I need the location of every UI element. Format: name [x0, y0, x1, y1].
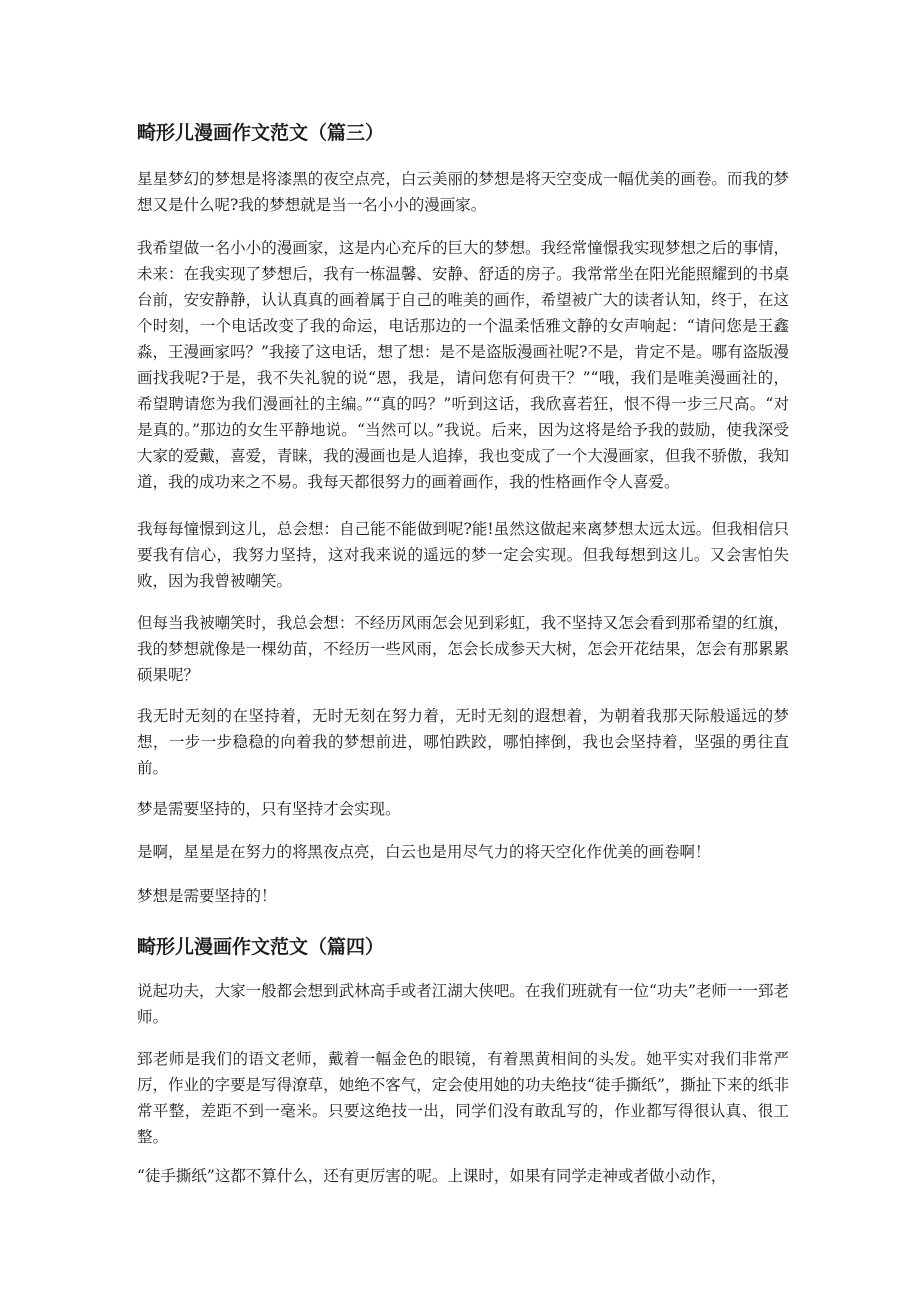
paragraph: 郅老师是我们的语文老师，戴着一幅金色的眼镜，有着黑黄相间的头发。她平实对我们非常严厉，作业的字要是写得潦草，她绝不客气，定会使用她的功夫绝技“徒手撕纸”，撕扯下来的纸非常平整，差距不到一毫米。只要这绝技一出，同学们没有敢乱写的，作业都写得很认真、很工整。	[137, 1050, 789, 1146]
paragraph: “徒手撕纸”这都不算什么，还有更厉害的呢。上课时，如果有同学走神或者做小动作，	[137, 1167, 727, 1185]
paragraph: 梦想是需要坚持的！	[137, 887, 277, 905]
paragraph: 是啊，星星是在努力的将黑夜点亮，白云也是用尽气力的将天空化作优美的画卷啊！	[137, 843, 711, 861]
paragraph: 我每每憧憬到这儿，总会想：自己能不能做到呢?能!虽然这做起来离梦想太远太远。但我相信只要我有信心，我努力坚持，这对我来说的遥远的梦一定会实现。但我每想到这儿。又会害怕失败，因为我曾被嘲笑。	[137, 520, 789, 590]
paragraph: 我无时无刻的在坚持着，无时无刻在努力着，无时无刻的遐想着，为朝着我那天际般遥远的梦想，一步一步稳稳的向着我的梦想前进，哪怕跌跤，哪怕摔倒，我也会坚持着，坚强的勇往直前。	[137, 707, 789, 777]
section-title: 畸形儿漫画作文范文（篇三）	[137, 122, 385, 144]
paragraph: 我希望做一名小小的漫画家，这是内心充斥的巨大的梦想。我经常憧憬我实现梦想之后的事情，未来：在我实现了梦想后，我有一栋温馨、安静、舒适的房子。我常常坐在阳光能照耀到的书桌台前，安安静静，认认真真的画着属于自己的唯美的画作，希望被广大的读者认知，终于，在这个时刻，一个电话改变了我的命运，电话那边的一个温柔恬雅文静的女声响起：“请问您是王鑫淼，王漫画家吗？”我接了这电话，想了想：是不是盗版漫画社呢?不是，肯定不是。哪有盗版漫画找我呢?于是，我不失礼貌的说“恩，我是，请问您有何贵干？”“哦，我们是唯美漫画社的，希望聘请您为我们漫画社的主编。”“真的吗？”听到这话，我欣喜若狂，恨不得一步三尺高。“对是真的。”那边的女生平静地说。“当然可以。”我说。后来，因为这将是给予我的鼓励，使我深受大家的爱戴，喜爱，青睐，我的漫画也是人追捧，我也变成了一个大漫画家，但我不骄傲，我知道，我的成功来之不易。我每天都很努力的画着画作，我的性格画作令人喜爱。	[137, 239, 789, 491]
paragraph: 梦是需要坚持的，只有坚持才会实现。	[137, 800, 401, 818]
paragraph: 星星梦幻的梦想是将漆黑的夜空点亮，白云美丽的梦想是将天空变成一幅优美的画卷。而我的梦想又是什么呢?我的梦想就是当一名小小的漫画家。	[137, 170, 789, 214]
section-title: 畸形儿漫画作文范文（篇四）	[137, 936, 385, 958]
paragraph: 说起功夫，大家一般都会想到武林高手或者江湖大侠吧。在我们班就有一位“功夫”老师一一郅老师。	[137, 982, 789, 1026]
paragraph: 但每当我被嘲笑时，我总会想：不经历风雨怎会见到彩虹，我不坚持又怎会看到那希望的红旗，我的梦想就像是一棵幼苗，不经历一些风雨，怎会长成参天大树，怎会开花结果，怎会有那累累硕果呢？	[137, 614, 789, 684]
